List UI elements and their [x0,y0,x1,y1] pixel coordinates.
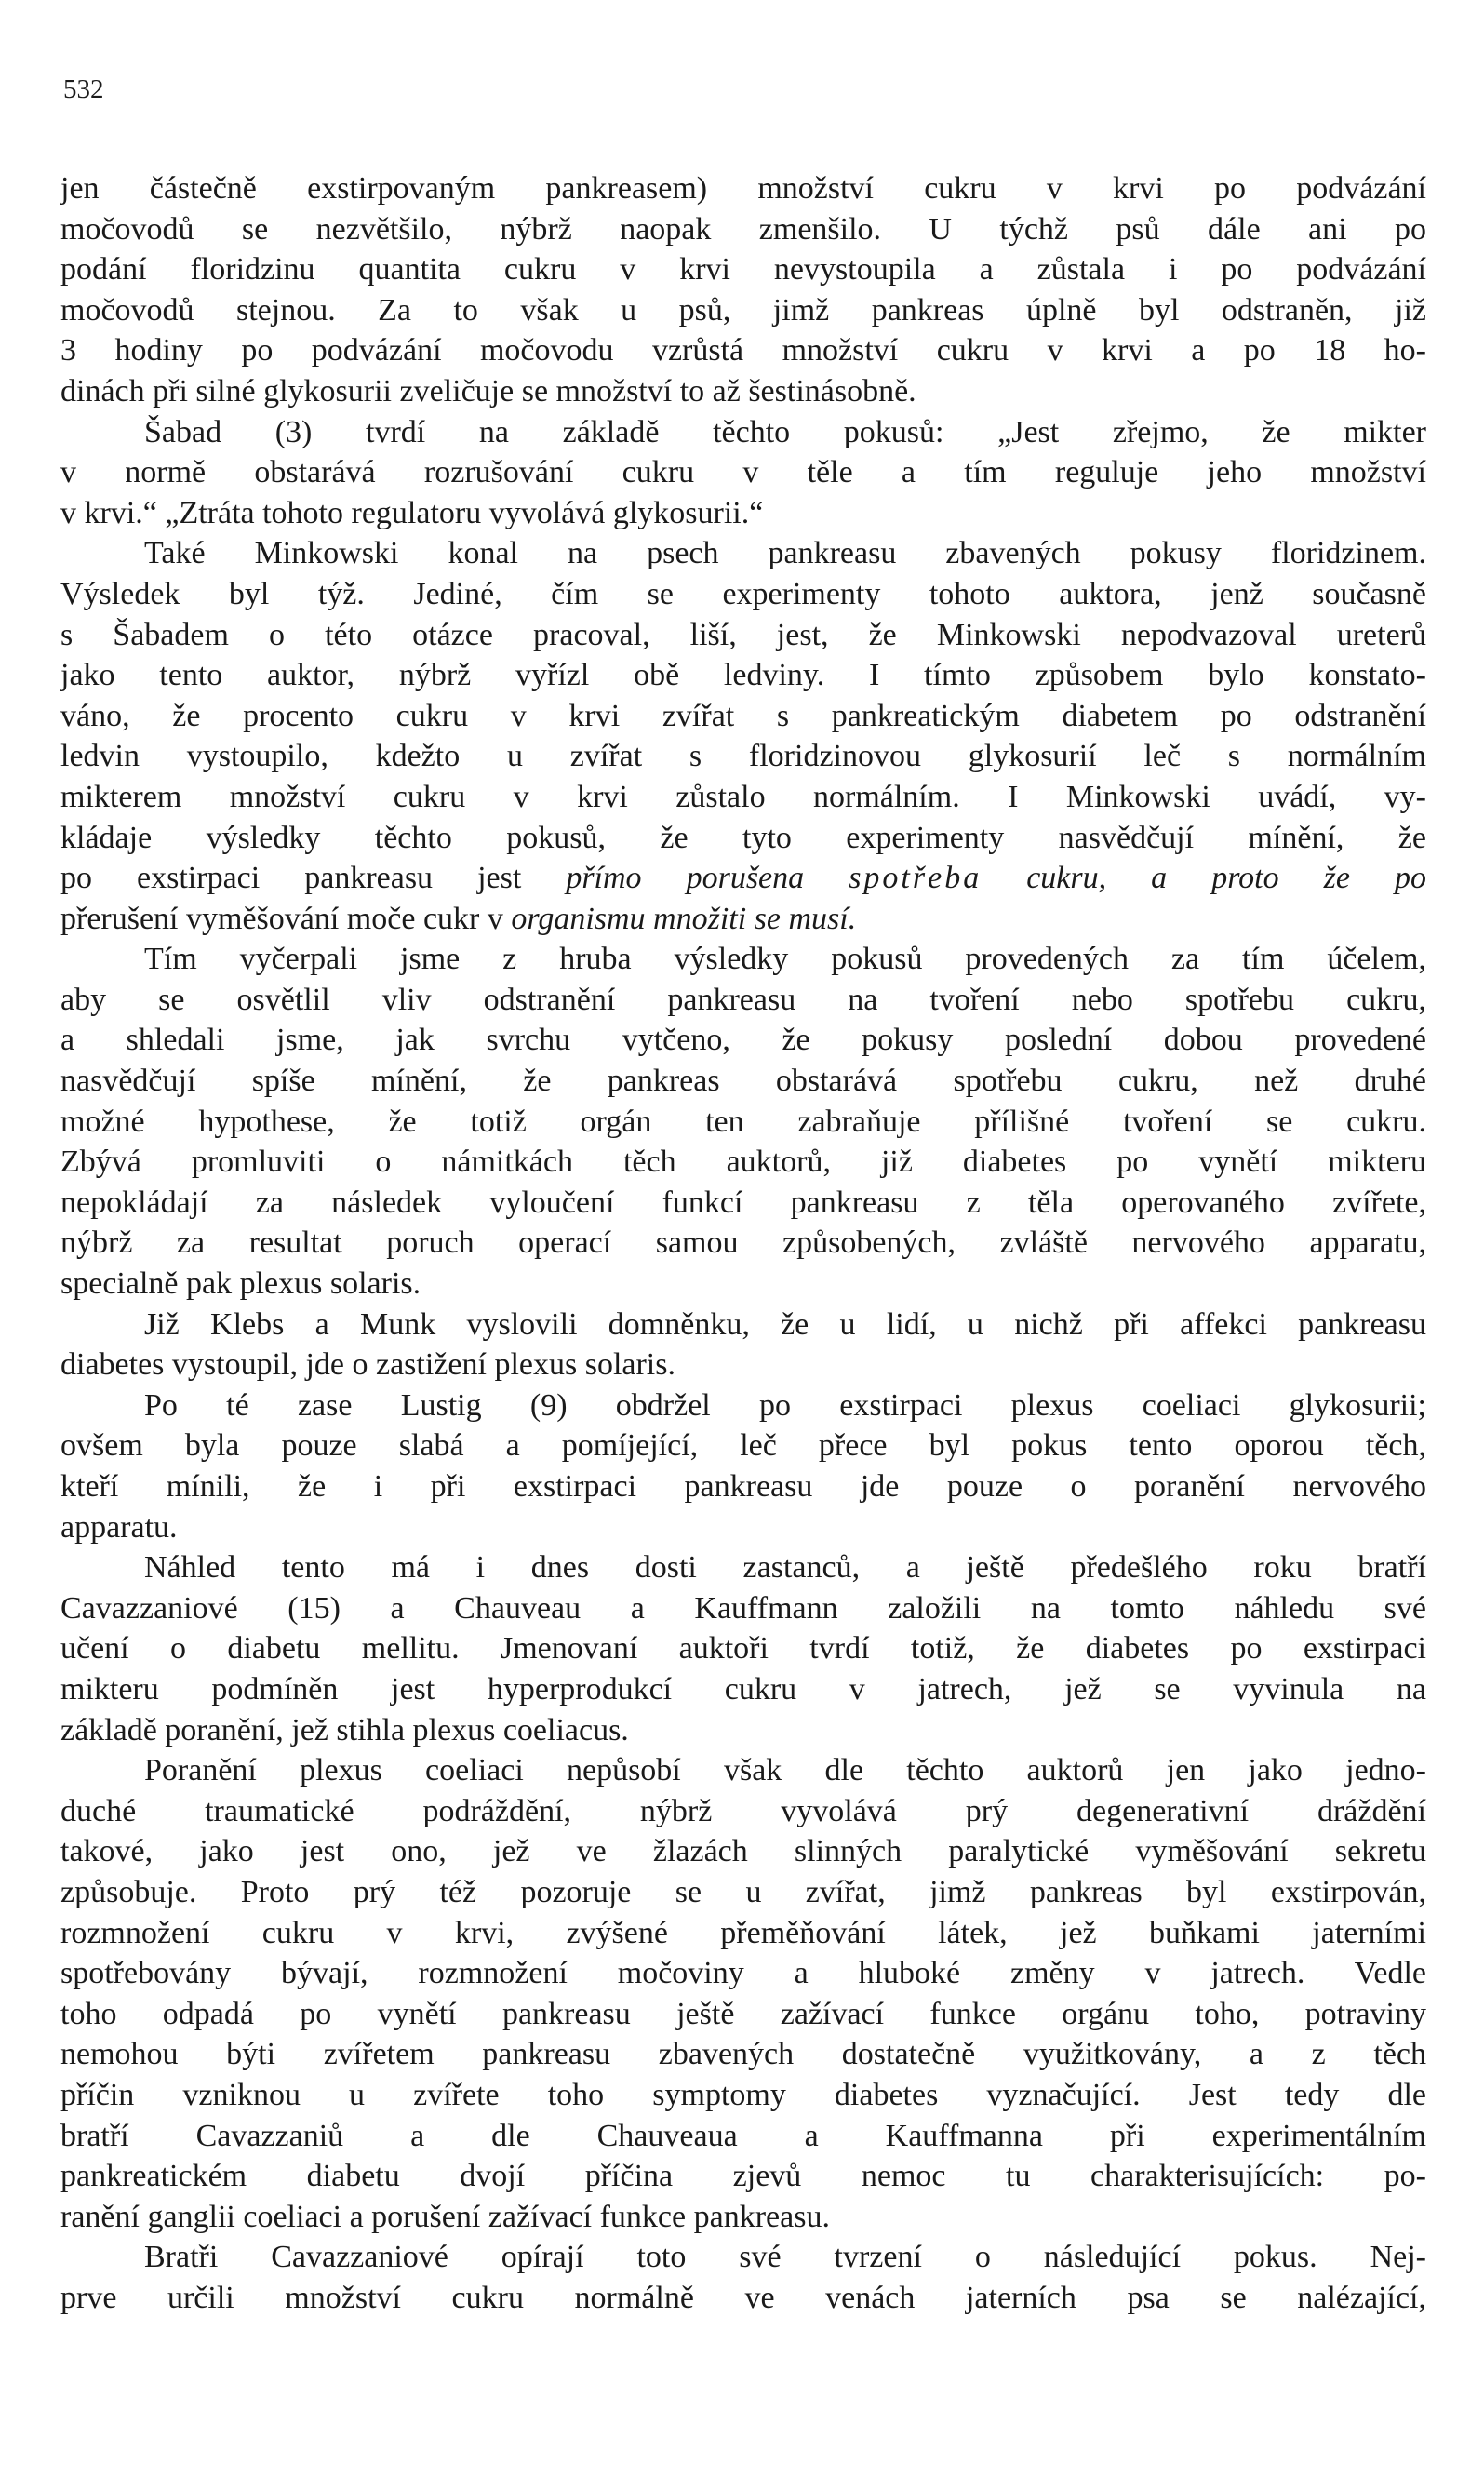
text-line: způsobuje. Proto prý též pozoruje se u zvířat, jimž pankreas byl exstirpován, [60,1874,1426,1909]
text-line: pankreatickém diabetu dvojí příčina zjevů nemoc tu charakterisujících: po- [60,2159,1426,2194]
text-run: po exstirpaci pankreasu jest [60,861,567,896]
text-line: nemohou býti zvířetem pankreasu zbavených dostatečně využitkovány, a z těch [60,2037,1426,2072]
text-line: aby se osvětlil vliv odstranění pankreasu na tvoření nebo spotřebu cukru, [60,982,1426,1017]
text-line: Po té zase Lustig (9) obdržel po exstirpaci plexus coeliaci glykosurii; [144,1387,1426,1423]
italic-run: cukru, a proto že po [982,861,1426,896]
text-line: nasvědčují spíše mínění, že pankreas obstarává spotřebu cukru, než druhé [60,1064,1426,1099]
text-line: duché traumatické podráždění, nýbrž vyvolává prý degenerativní dráždění [60,1793,1426,1828]
text-line: Šabad (3) tvrdí na základě těchto pokusů: „Jest zřejmo, že mikter [144,414,1426,449]
text-line: diabetes vystoupil, jde o zastižení plexus solaris. [60,1347,675,1383]
text-line: ovšem byla pouze slabá a pomíjející, leč přece byl pokus tento oporou těch, [60,1428,1426,1464]
text-line: Bratři Cavazzaniové opírají toto své tvrzení o následující pokus. Nej- [144,2240,1426,2275]
text-line: kteří mínili, že i při exstirpaci pankreasu jde pouze o poranění nervového [60,1469,1426,1504]
spaced-italic-run: spotřeba [849,861,983,896]
text-line: apparatu. [60,1509,178,1545]
text-line: rozmnožení cukru v krvi, zvýšené přeměňování látek, jež buňkami jaterními [60,1915,1426,1950]
text-line: takové, jako jest ono, jež ve žlazách slinných paralytické vyměšování sekretu [60,1834,1426,1869]
text-line: toho odpadá po vynětí pankreasu ještě zažívací funkce orgánu toho, potraviny [60,1996,1426,2031]
text-line: v normě obstarává rozrušování cukru v těle a tím reguluje jeho množství [60,455,1426,490]
text-line: spotřebovány bývají, rozmnožení močoviny a hluboké změny v jatrech. Vedle [60,1956,1426,1991]
text-line: váno, že procento cukru v krvi zvířat s pankreatickým diabetem po odstranění [60,698,1426,733]
text-line: ledvin vystoupilo, kdežto u zvířat s floridzinovou glykosurií leč s normálním [60,739,1426,774]
text-line: nýbrž za resultat poruch operací samou způsobených, zvláště nervového apparatu, [60,1225,1426,1261]
italic-run: organismu množiti se musí. [511,901,857,936]
text-line: mikterem množství cukru v krvi zůstalo normálním. I Minkowski uvádí, vy- [60,779,1426,814]
text-line: Zbývá promluviti o námitkách těch auktorů, již diabetes po vynětí mikteru [60,1145,1426,1180]
text-line: močovodů stejnou. Za to však u psů, jimž pankreas úplně byl odstraněn, již [60,292,1426,328]
text-line: s Šabadem o této otázce pracoval, liší, jest, že Minkowski nepodvazoval ureterů [60,617,1426,652]
text-line: v krvi.“ „Ztráta tohoto regulatoru vyvolává glykosurii.“ [60,495,764,530]
text-line: mikteru podmíněn jest hyperprodukcí cukru v jatrech, jež se vyvinula na [60,1671,1426,1707]
text-line: podání floridzinu quantita cukru v krvi nevystoupila a zůstala i po podvázání [60,252,1426,288]
text-line-italic-mixed [60,899,1426,940]
text-line: jako tento auktor, nýbrž vyřízl obě ledviny. I tímto způsobem bylo konstato- [60,658,1426,693]
text-line: učení o diabetu mellitu. Jmenovaní auktoři tvrdí totiž, že diabetes po exstirpaci [60,1631,1426,1667]
text-line: prve určili množství cukru normálně ve venách jaterních psa se nalézající, [60,2280,1426,2315]
text-line: močovodů se nezvětšilo, nýbrž naopak zmenšilo. U týchž psů dále ani po [60,211,1426,247]
text-run: přerušení vyměšování moče cukr v [60,901,512,936]
text-line-italic-mixed [60,858,1426,899]
text-line: nepokládají za následek vyloučení funkcí pankreasu z těla operovaného zvířete, [60,1185,1426,1220]
page-number: 532 [63,74,104,104]
text-line: ranění ganglii coeliaci a porušení zažívací funkce pankreasu. [60,2199,830,2234]
text-line: Výsledek byl týž. Jediné, čím se experimenty tohoto auktora, jenž současně [60,576,1426,611]
text-line: Cavazzaniové (15) a Chauveau a Kauffmann založili na tomto náhledu své [60,1590,1426,1626]
text-line: příčin vzniknou u zvířete toho symptomy diabetes vyznačující. Jest tedy dle [60,2077,1426,2112]
text-line: 3 hodiny po podvázání močovodu vzrůstá množství cukru v krvi a po 18 ho- [60,333,1426,368]
text-line: jen částečně exstirpovaným pankreasem) množství cukru v krvi po podvázání [60,171,1426,206]
body-text [60,168,1426,2318]
text-line: bratří Cavazzaniů a dle Chauveaua a Kauffmanna při experimentálním [60,2118,1426,2153]
text-line: Také Minkowski konal na psech pankreasu zbavených pokusy floridzinem. [144,536,1426,571]
text-line: Tím vyčerpali jsme z hruba výsledky pokusů provedených za tím účelem, [144,942,1426,977]
text-line: dinách při silné glykosurii zveličuje se množství to až šestinásobně. [60,373,916,408]
text-line: Náhled tento má i dnes dosti zastanců, a ještě předešlého roku bratří [144,1550,1426,1586]
text-line: základě poranění, jež stihla plexus coeliacus. [60,1712,629,1747]
text-line: specialně pak plexus solaris. [60,1266,421,1302]
text-line: Již Klebs a Munk vyslovili domněnku, že u lidí, u nichž při affekci pankreasu [144,1306,1426,1342]
text-line: možné hypothese, že totiž orgán ten zabraňuje přílišné tvoření se cukru. [60,1104,1426,1139]
text-line: a shledali jsme, jak svrchu vytčeno, že pokusy poslední dobou provedené [60,1023,1426,1058]
text-line: kládaje výsledky těchto pokusů, že tyto experimenty nasvědčují mínění, že [60,820,1426,855]
text-line: Poranění plexus coeliaci nepůsobí však dle těchto auktorů jen jako jedno- [144,1753,1426,1788]
italic-run: přímo porušena [566,861,849,896]
